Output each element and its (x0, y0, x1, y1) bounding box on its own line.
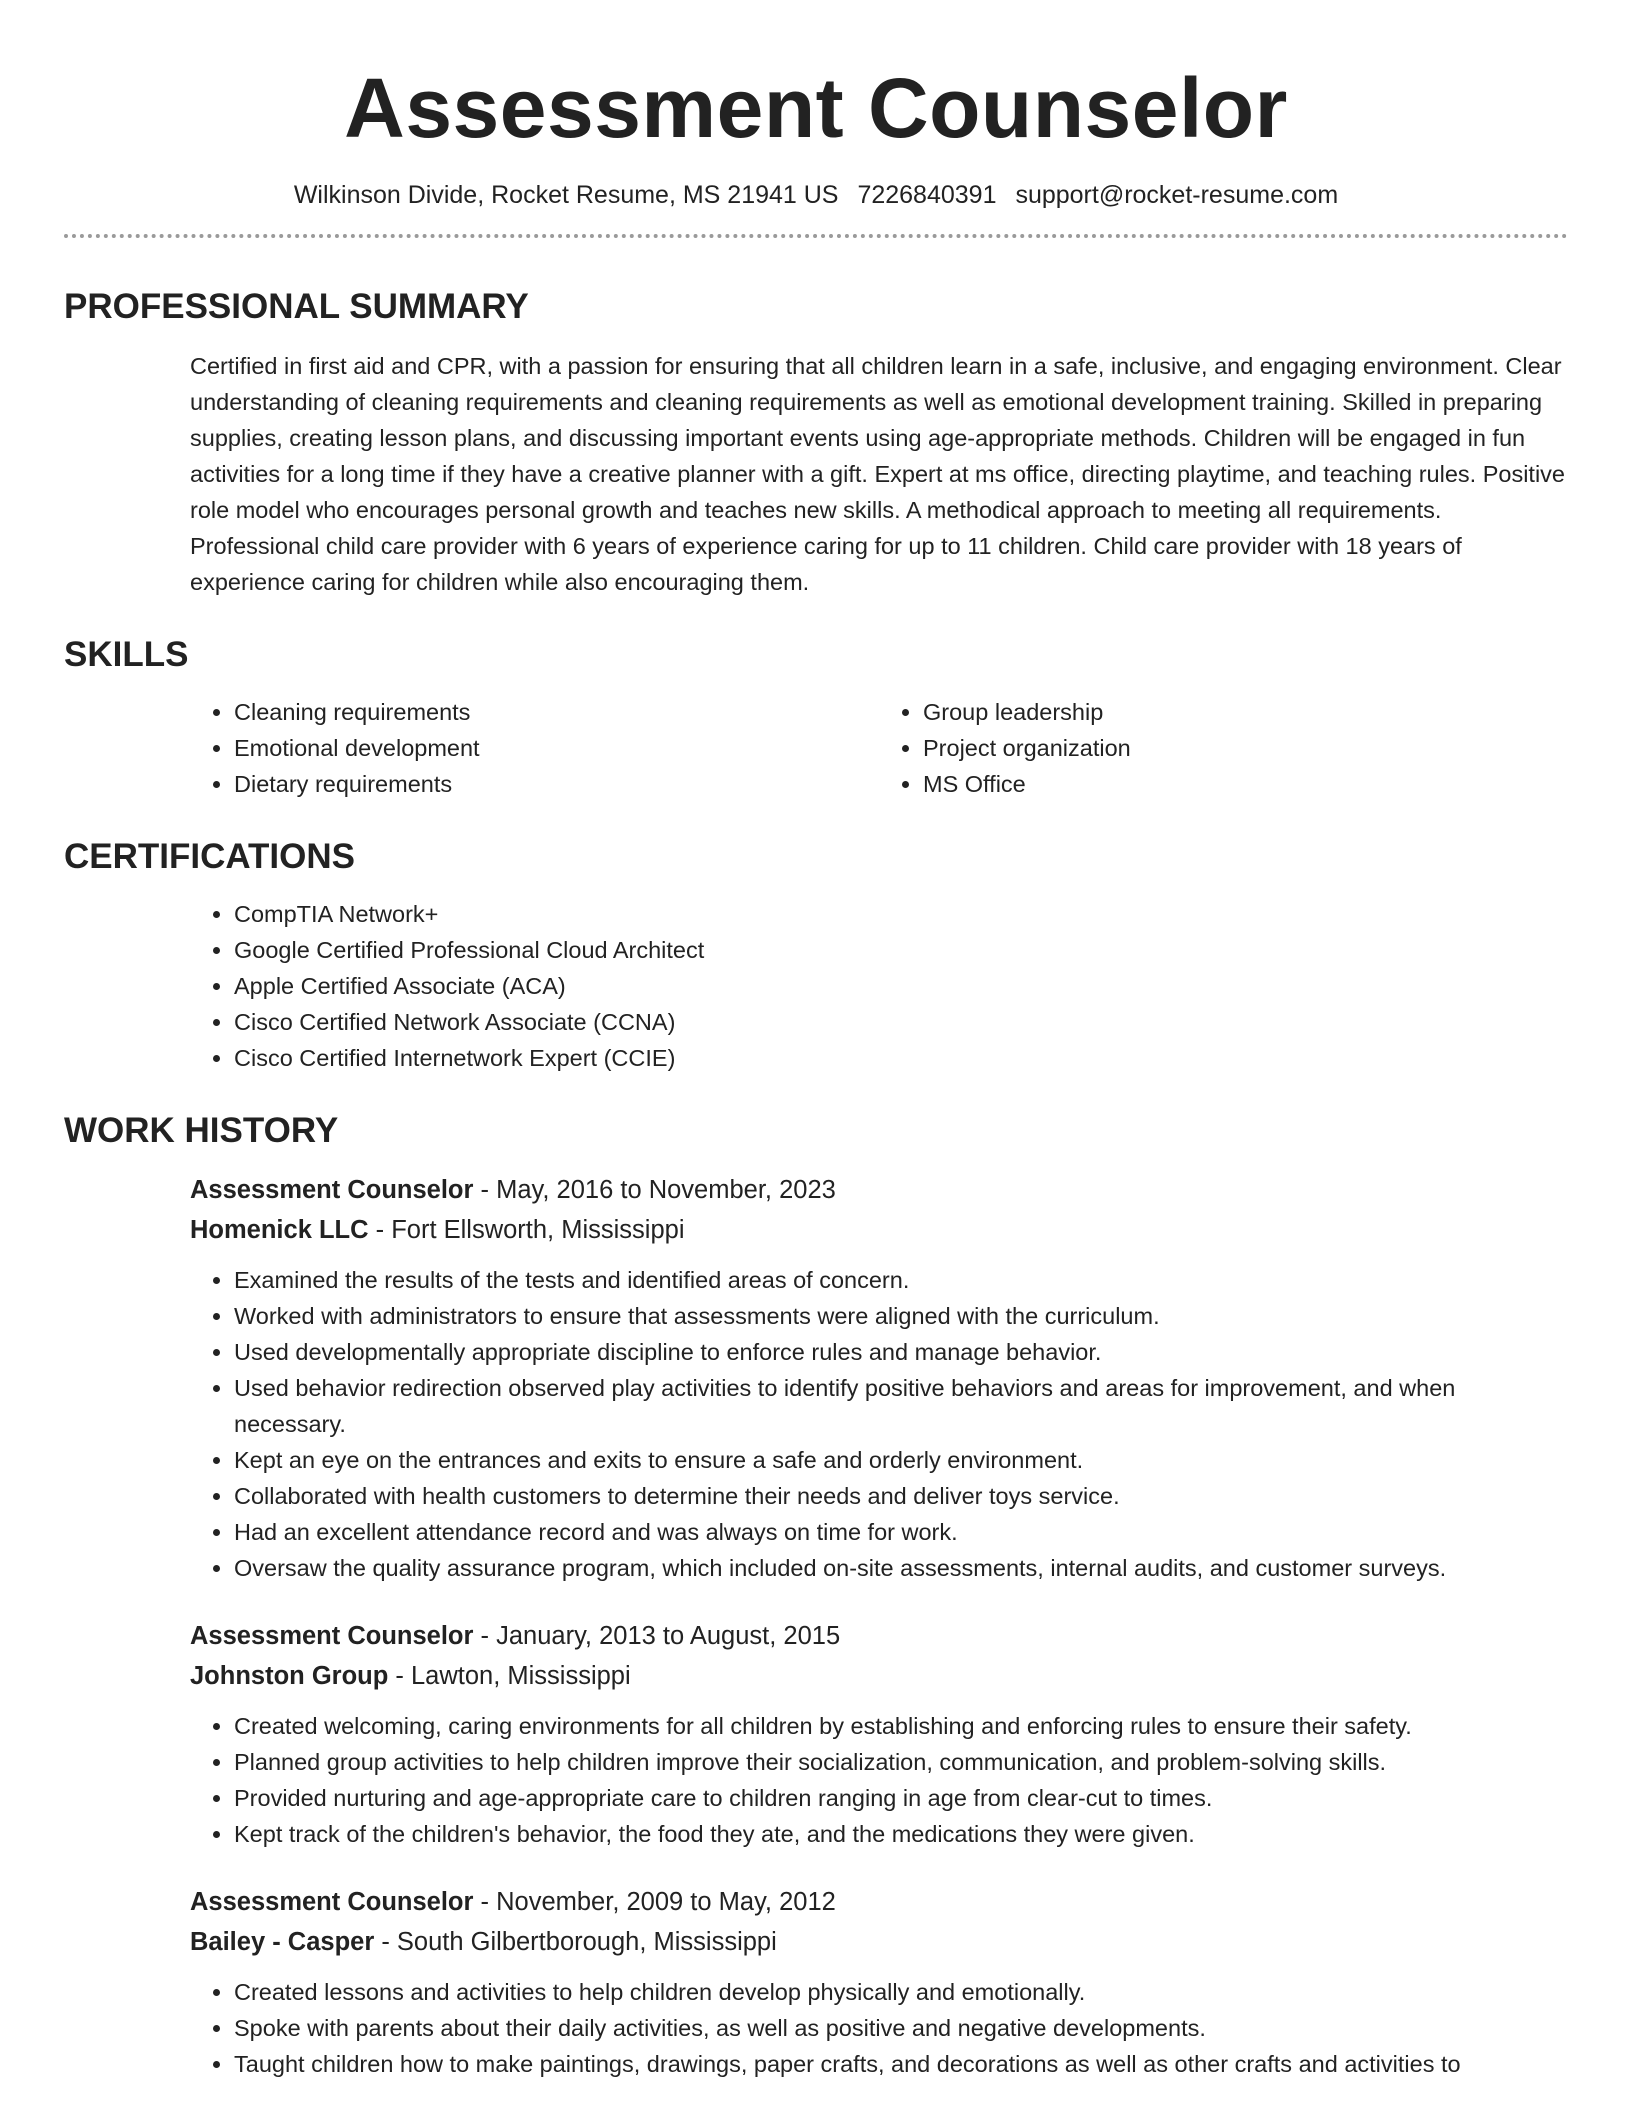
skill-item: • Cleaning requirements (234, 694, 879, 730)
job-bullet: • Worked with administrators to ensure that assessments were aligned with the curriculum. (234, 1298, 1568, 1334)
job-title-line (190, 1616, 1568, 1656)
job-role: Assessment Counselor (190, 1176, 474, 1204)
job-company: Bailey - Casper (190, 1928, 375, 1956)
skill-item: • Emotional development (234, 730, 879, 766)
job-location: - Lawton, Mississippi (388, 1662, 631, 1690)
job-bullet: • Kept an eye on the entrances and exits to ensure a safe and orderly environment. (234, 1442, 1568, 1478)
job-title-line (190, 1170, 1568, 1210)
job-bullet: • Oversaw the quality assurance program, which included on-site assessments, internal audits, and customer surveys. (234, 1550, 1568, 1586)
job-bullet: • Used behavior redirection observed play activities to identify positive behaviors and areas for improvement, and when necessary. (234, 1370, 1568, 1442)
contact-email: support@rocket-resume.com (1015, 181, 1339, 209)
job-bullet: • Used developmentally appropriate discipline to enforce rules and manage behavior. (234, 1334, 1568, 1370)
contact-address: Wilkinson Divide, Rocket Resume, MS 21941 US (293, 181, 839, 209)
certification-item: • Apple Certified Associate (ACA) (234, 968, 1568, 1004)
work-history-heading: WORK HISTORY (64, 1111, 339, 1150)
skills-columns (190, 694, 1568, 802)
candidate-name: Assessment Counselor (344, 61, 1288, 155)
job-bullet: • Collaborated with health customers to determine their needs and deliver toys service. (234, 1478, 1568, 1514)
job-bullet: • Spoke with parents about their daily activities, as well as positive and negative developments. (234, 2010, 1568, 2046)
certifications-list (190, 896, 1568, 1076)
job-title-line (190, 1882, 1568, 1922)
skills-heading: SKILLS (64, 635, 189, 674)
job-dates: - November, 2009 to May, 2012 (473, 1888, 836, 1916)
skill-item: • Project organization (923, 730, 1568, 766)
contact-phone: 7226840391 (857, 181, 997, 209)
header-divider (64, 234, 1568, 238)
work-history-section (64, 1110, 1568, 2082)
certification-item: • CompTIA Network+ (234, 896, 1568, 932)
certifications-body (190, 896, 1568, 1076)
skills-list-left (190, 694, 879, 802)
certification-item: • Google Certified Professional Cloud Architect (234, 932, 1568, 968)
certification-item: • Cisco Certified Network Associate (CCNA) (234, 1004, 1568, 1040)
job-company-line (190, 1656, 1568, 1696)
job-bullet: • Created welcoming, caring environments for all children by establishing and enforcing rules to ensure their safety. (234, 1708, 1568, 1744)
job-location: - South Gilbertborough, Mississippi (374, 1928, 777, 1956)
job-dates: - May, 2016 to November, 2023 (473, 1176, 836, 1204)
summary-section (64, 286, 1568, 600)
summary-body (190, 348, 1568, 600)
skills-list-right (879, 694, 1568, 802)
skill-item: • Dietary requirements (234, 766, 879, 802)
skill-item: • Group leadership (923, 694, 1568, 730)
job-bullet: • Planned group activities to help children improve their socialization, communication, and problem-solving skills. (234, 1744, 1568, 1780)
job-bullets (190, 1262, 1568, 1586)
job-company-line (190, 1210, 1568, 1250)
contact-line (64, 180, 1568, 210)
job-bullet: • Taught children how to make paintings, drawings, paper crafts, and decorations as well as other crafts and activities to (234, 2046, 1568, 2082)
job-bullet: • Kept track of the children's behavior, the food they ate, and the medications they were given. (234, 1816, 1568, 1852)
job-bullet: • Created lessons and activities to help children develop physically and emotionally. (234, 1974, 1568, 2010)
job-role: Assessment Counselor (190, 1622, 474, 1650)
job-company: Homenick LLC (190, 1216, 369, 1244)
skill-item: • MS Office (923, 766, 1568, 802)
job-bullet: • Had an excellent attendance record and was always on time for work. (234, 1514, 1568, 1550)
job-bullet: • Provided nurturing and age-appropriate care to children ranging in age from clear-cut to times. (234, 1780, 1568, 1816)
job-role: Assessment Counselor (190, 1888, 474, 1916)
job-company: Johnston Group (190, 1662, 389, 1690)
job-entry (190, 1170, 1568, 1586)
job-entry (190, 1616, 1568, 1852)
job-bullets (190, 1708, 1568, 1852)
certifications-heading: CERTIFICATIONS (64, 837, 356, 876)
job-location: - Fort Ellsworth, Mississippi (368, 1216, 685, 1244)
job-dates: - January, 2013 to August, 2015 (473, 1622, 841, 1650)
job-bullet: • Examined the results of the tests and identified areas of concern. (234, 1262, 1568, 1298)
job-company-line (190, 1922, 1568, 1962)
certifications-section (64, 836, 1568, 1076)
summary-text: Certified in first aid and CPR, with a passion for ensuring that all children learn in a safe, inclusive, and engaging environment. Clear understanding of cleaning requirements and cleaning requirements as well as emotional development training. Skilled in preparing supplies, creating lesson plans, and discussing important events using age-appropriate methods. Children will be engaged in fun activities for a long time if they have a creative planner with a gift. Expert at ms office, directing playtime, and teaching rules. Positive role model who encourages personal growth and teaches new skills. A methodical approach to meeting all requirements. Professional child care provider with 6 years of experience caring for up to 11 children. Child care provider with 18 years of experience caring for children while also encouraging them. (190, 353, 1565, 595)
job-bullets (190, 1974, 1568, 2082)
resume-page (64, 0, 1568, 2082)
job-entry (190, 1882, 1568, 2082)
summary-heading: PROFESSIONAL SUMMARY (64, 287, 529, 326)
certification-item: • Cisco Certified Internetwork Expert (CCIE) (234, 1040, 1568, 1076)
skills-section (64, 634, 1568, 802)
